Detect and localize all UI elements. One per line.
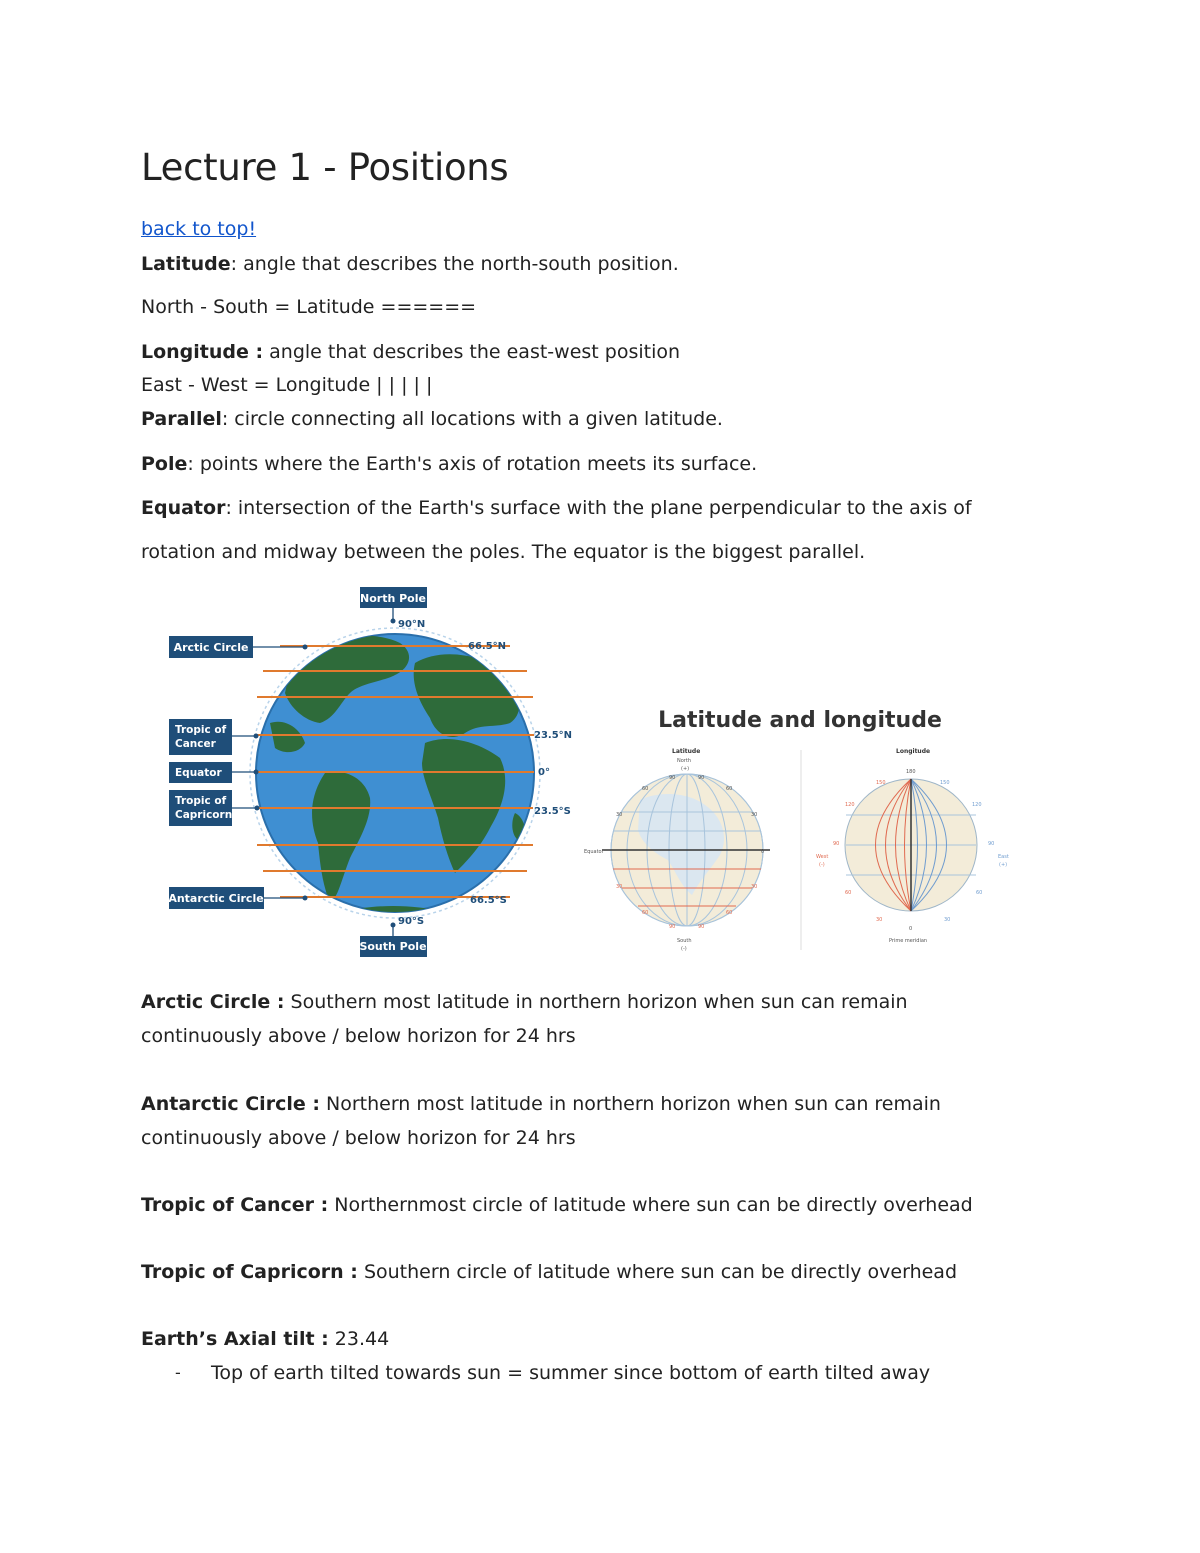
svg-text:120: 120 xyxy=(845,802,855,808)
svg-text:Prime meridian: Prime meridian xyxy=(889,938,928,944)
svg-text:60: 60 xyxy=(642,786,649,792)
svg-text:Equator: Equator xyxy=(584,849,604,855)
svg-text:60: 60 xyxy=(845,890,852,896)
bullet-dash: - xyxy=(175,1363,181,1382)
svg-text:Tropic of: Tropic of xyxy=(175,724,227,736)
svg-text:90: 90 xyxy=(833,841,840,847)
latitude-definition xyxy=(141,251,679,277)
svg-text:(+): (+) xyxy=(681,766,690,772)
lat-665s-label: 66.5°S xyxy=(470,895,507,906)
svg-text:30: 30 xyxy=(616,812,623,818)
arctic-circle-note xyxy=(141,989,908,1015)
parallel-definition xyxy=(141,406,723,432)
svg-text:30: 30 xyxy=(876,917,883,923)
svg-text:90: 90 xyxy=(669,775,676,781)
svg-text:60: 60 xyxy=(726,786,733,792)
tropic-capricorn-note xyxy=(141,1259,957,1285)
svg-text:180: 180 xyxy=(906,769,916,775)
north-pole-label xyxy=(360,587,427,608)
antarctic-text: Northern most latitude in northern horizon when sun can remain xyxy=(319,1093,941,1115)
parallel-term: Parallel xyxy=(141,408,222,430)
lat-235s-label: 23.5°S xyxy=(534,806,571,817)
page-title: Lecture 1 - Positions xyxy=(141,146,509,189)
tilt-term: Earth’s Axial tilt : xyxy=(141,1328,329,1350)
equator-label xyxy=(169,762,232,783)
svg-text:Equator: Equator xyxy=(175,767,222,779)
svg-text:Antarctic Circle: Antarctic Circle xyxy=(168,892,264,905)
svg-text:60: 60 xyxy=(642,910,649,916)
svg-text:Latitude: Latitude xyxy=(672,748,701,755)
svg-text:90: 90 xyxy=(669,924,676,930)
svg-text:90: 90 xyxy=(988,841,995,847)
longitude-definition xyxy=(141,339,680,365)
parallel-text: : circle connecting all locations with a given latitude. xyxy=(221,408,723,430)
svg-text:Tropic of: Tropic of xyxy=(175,795,227,807)
svg-text:0: 0 xyxy=(761,849,765,855)
svg-text:(+): (+) xyxy=(999,862,1008,868)
svg-text:30: 30 xyxy=(944,917,951,923)
antarctic-circle-label xyxy=(168,887,264,909)
svg-text:30: 30 xyxy=(751,812,758,818)
svg-text:120: 120 xyxy=(972,802,982,808)
antarctic-circle-note xyxy=(141,1091,941,1117)
east-west-line: East - West = Longitude | | | | | xyxy=(141,374,433,396)
svg-text:150: 150 xyxy=(940,780,950,786)
longitude-text: angle that describes the east-west position xyxy=(263,341,681,363)
capricorn-text: Southern circle of latitude where sun can be directly overhead xyxy=(357,1261,957,1283)
arctic-circle-label xyxy=(169,636,253,658)
pole-definition xyxy=(141,451,757,477)
tropic-of-capricorn-label xyxy=(169,790,232,826)
pole-term: Pole xyxy=(141,453,188,475)
longitude-term: Longitude : xyxy=(141,341,264,363)
equator-definition xyxy=(141,495,972,521)
svg-text:Cancer: Cancer xyxy=(175,738,216,750)
tilt-text: 23.44 xyxy=(328,1328,390,1350)
axial-tilt-note xyxy=(141,1326,389,1352)
svg-text:South Pole: South Pole xyxy=(359,940,427,953)
lat-90n-label: 90°N xyxy=(398,619,426,630)
globe-graphic xyxy=(250,628,540,928)
svg-text:60: 60 xyxy=(726,910,733,916)
capricorn-term: Tropic of Capricorn : xyxy=(141,1261,358,1283)
lat-0-label: 0° xyxy=(538,767,550,778)
axial-tilt-bullet: Top of earth tilted towards sun = summer since bottom of earth tilted away xyxy=(211,1362,931,1384)
svg-text:30: 30 xyxy=(616,884,623,890)
svg-text:90: 90 xyxy=(698,775,705,781)
north-south-line: North - South = Latitude ====== xyxy=(141,296,477,318)
arctic-circle-note-cont: continuously above / below horizon for 24 hrs xyxy=(141,1025,576,1047)
svg-text:South: South xyxy=(677,938,692,944)
latitude-text: : angle that describes the north-south position. xyxy=(230,253,679,275)
svg-text:90: 90 xyxy=(698,924,705,930)
south-pole-label xyxy=(359,936,427,957)
lat-665n-label: 66.5°N xyxy=(468,641,507,652)
cancer-text: Northernmost circle of latitude where sun can be directly overhead xyxy=(328,1194,973,1216)
svg-text:30: 30 xyxy=(751,884,758,890)
equator-text: : intersection of the Earth's surface with the plane perpendicular to the axis of xyxy=(225,497,972,519)
tropic-cancer-note xyxy=(141,1192,973,1218)
arctic-term: Arctic Circle : xyxy=(141,991,285,1013)
svg-text:West: West xyxy=(816,854,829,860)
svg-text:North: North xyxy=(677,758,691,764)
earth-parallels-figure xyxy=(160,583,600,963)
latitude-term: Latitude xyxy=(141,253,231,275)
figure-title: Latitude and longitude xyxy=(658,708,942,733)
latitude-globe xyxy=(584,748,770,952)
svg-text:Longitude: Longitude xyxy=(896,748,931,755)
lat-90s-label: 90°S xyxy=(398,916,425,927)
cancer-term: Tropic of Cancer : xyxy=(141,1194,329,1216)
tropic-of-cancer-label xyxy=(169,719,232,755)
equator-term: Equator xyxy=(141,497,226,519)
antarctic-term: Antarctic Circle : xyxy=(141,1093,320,1115)
pole-text: : points where the Earth's axis of rotation meets its surface. xyxy=(187,453,758,475)
svg-text:East: East xyxy=(998,854,1009,860)
svg-text:(-): (-) xyxy=(819,862,825,868)
svg-text:60: 60 xyxy=(976,890,983,896)
lat-235n-label: 23.5°N xyxy=(534,730,573,741)
svg-text:0: 0 xyxy=(909,926,913,932)
arctic-text: Southern most latitude in northern horizon when sun can remain xyxy=(284,991,908,1013)
antarctic-circle-note-cont: continuously above / below horizon for 24 hrs xyxy=(141,1127,576,1149)
svg-text:North Pole: North Pole xyxy=(360,592,426,605)
longitude-globe xyxy=(816,748,1009,944)
svg-text:Capricorn: Capricorn xyxy=(175,809,233,821)
back-to-top-link[interactable]: back to top! xyxy=(141,218,257,240)
svg-text:150: 150 xyxy=(876,780,886,786)
latitude-longitude-figure xyxy=(580,695,1040,960)
svg-text:Arctic Circle: Arctic Circle xyxy=(173,641,249,654)
equator-definition-cont: rotation and midway between the poles. The equator is the biggest parallel. xyxy=(141,541,866,563)
svg-text:(-): (-) xyxy=(681,946,687,952)
